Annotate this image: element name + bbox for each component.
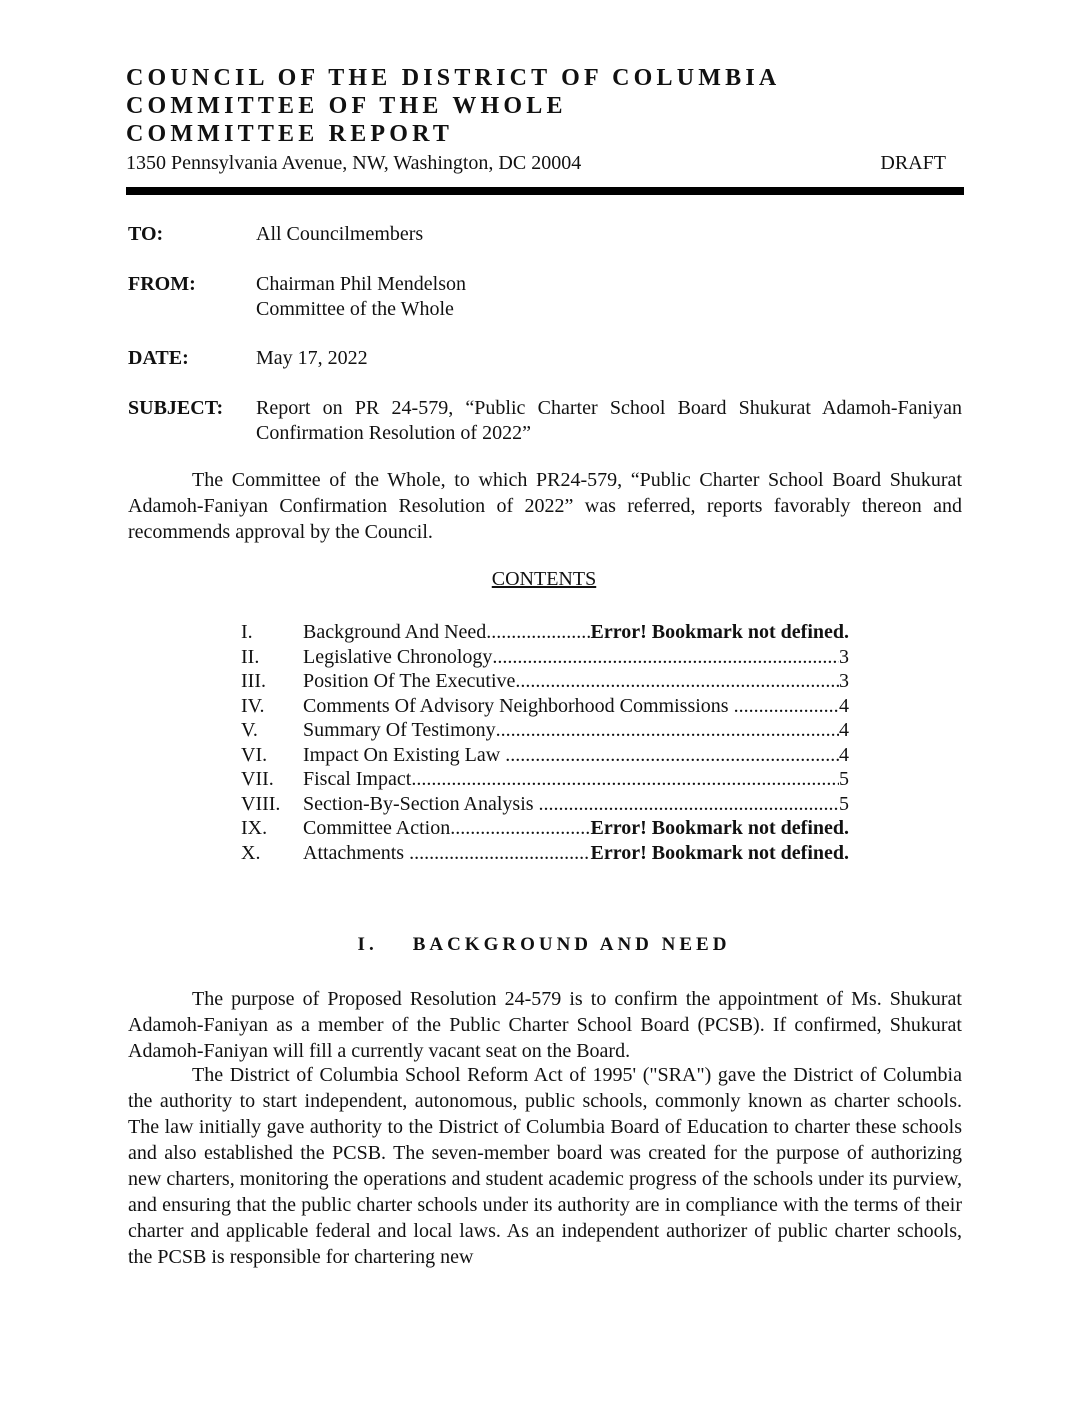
toc-leader-dots [409, 841, 590, 865]
toc-item-page: 3 [839, 645, 849, 668]
toc-leader-dots [411, 767, 839, 791]
from-name: Chairman Phil Mendelson [256, 273, 466, 295]
background-paragraph-2: The District of Columbia School Reform Act of 1995' ("SRA") gave the District of Columbia the authority to start independent, autonomous, public schools, commonly known as charter schools. The law initially gave authority to the District of Columbia Board of Education to charter these schools and also established the PCSB. The seven-member board was created for the purpose of authorizing new charters, monitoring the operations and student academic progress of the schools under its purview, and ensuring that the public charter schools under its authority are in compliance with the terms of their charter and applicable federal and local laws. As an independent authorizer of public charter schools, the PCSB is responsible for chartering new [128, 1064, 962, 1268]
toc-item-title: Fiscal Impact [303, 768, 412, 790]
toc-item-page: 5 [839, 768, 849, 790]
intro-paragraph: The Committee of the Whole, to which PR24-579, “Public Charter School Board Shukurat Adamoh-Faniyan Confirmation Resolution of 2022” was referred, reports favorably thereon and recommends approval by the Council. [128, 469, 962, 543]
toc-item-number: I. [241, 621, 253, 643]
from-label: FROM: [128, 273, 196, 295]
toc-item[interactable] [241, 718, 849, 743]
toc-leader-dots [486, 620, 590, 644]
toc-item[interactable] [241, 743, 849, 768]
table-of-contents [241, 620, 849, 865]
date-label: DATE: [128, 347, 189, 369]
council-name: COUNCIL OF THE DISTRICT OF COLUMBIA [126, 65, 781, 91]
toc-item-number: V. [241, 719, 258, 741]
toc-item[interactable] [241, 694, 849, 719]
section-heading: I. BACKGROUND AND NEED [357, 934, 731, 955]
toc-item[interactable] [241, 669, 849, 694]
toc-item-title: Attachments [303, 841, 410, 864]
toc-item[interactable] [241, 816, 849, 841]
address: 1350 Pennsylvania Avenue, NW, Washington, DC 20004 [126, 152, 582, 174]
toc-item-number: VII. [241, 768, 274, 790]
contents-title: CONTENTS [491, 568, 597, 590]
letterhead [126, 64, 964, 176]
toc-item[interactable] [241, 645, 849, 670]
toc-item-page: 4 [839, 743, 849, 766]
toc-item-page: 4 [839, 719, 849, 741]
to-label: TO: [128, 223, 164, 245]
toc-item-title: Comments Of Advisory Neighborhood Commissions [303, 694, 734, 717]
toc-item-number: X. [241, 841, 261, 864]
toc-item-page: Error! Bookmark not defined. [590, 621, 849, 643]
toc-item-title: Position Of The Executive [303, 670, 516, 692]
toc-item[interactable] [241, 792, 849, 817]
toc-item[interactable] [241, 841, 849, 866]
toc-item-title: Background And Need [303, 621, 487, 643]
toc-item[interactable] [241, 620, 849, 645]
toc-item-title: Legislative Chronology [303, 645, 493, 668]
toc-item-title: Section-By-Section Analysis [303, 792, 539, 815]
date-value: May 17, 2022 [256, 347, 368, 369]
committee-name: COMMITTEE OF THE WHOLE [126, 93, 567, 119]
toc-item-number: VI. [241, 743, 268, 766]
draft-label: DRAFT [880, 152, 946, 174]
toc-leader-dots [539, 792, 839, 816]
toc-leader-dots [515, 669, 839, 693]
toc-item-title: Impact On Existing Law [303, 743, 506, 766]
toc-item-page: Error! Bookmark not defined. [590, 841, 849, 864]
toc-item-number: IV. [241, 694, 265, 717]
toc-leader-dots [492, 645, 839, 669]
from-committee: Committee of the Whole [256, 298, 454, 320]
to-value: All Councilmembers [256, 223, 424, 245]
toc-item-page: 3 [839, 670, 849, 692]
toc-item-number: II. [241, 645, 260, 668]
toc-item[interactable] [241, 767, 849, 792]
background-paragraph-1: The purpose of Proposed Resolution 24-579 is to confirm the appointment of Ms. Shukurat Adamoh-Faniyan as a member of the Public Charter School Board (PCSB). If confirmed, Shukurat Adamoh-Faniyan will fill a currently vacant seat on the Board. [128, 988, 962, 1062]
subject-label: SUBJECT: [128, 397, 224, 419]
toc-leader-dots [496, 718, 839, 742]
toc-item-title: Committee Action [303, 817, 451, 839]
toc-item-number: III. [241, 670, 266, 692]
toc-item-number: IX. [241, 817, 268, 839]
document-type: COMMITTEE REPORT [126, 121, 454, 147]
subject-value: Report on PR 24-579, “Public Charter School Board Shukurat Adamoh-Faniyan Confirmation Resolution of 2022” [256, 397, 962, 444]
header-rule [126, 187, 964, 195]
toc-item-title: Summary Of Testimony [303, 719, 496, 741]
toc-leader-dots [505, 743, 839, 767]
toc-item-page: Error! Bookmark not defined. [590, 817, 849, 839]
toc-item-number: VIII. [241, 792, 281, 815]
toc-leader-dots [450, 816, 590, 840]
toc-leader-dots [734, 694, 839, 718]
toc-item-page: 4 [839, 694, 849, 717]
toc-item-page: 5 [839, 792, 849, 815]
